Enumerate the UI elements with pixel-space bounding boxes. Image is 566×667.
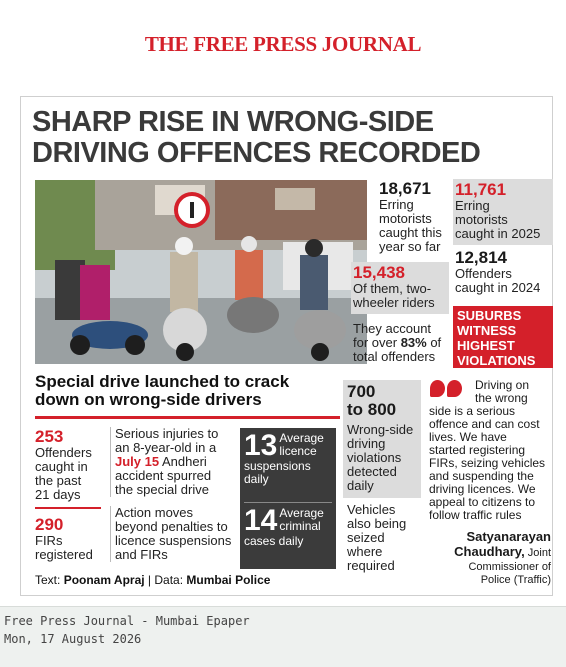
- stat-criminal-value: 14: [244, 504, 278, 537]
- stat-caught-2024-label-2: caught in 2024: [455, 280, 541, 295]
- stat-offenders-21-days-label-1: Offenders: [35, 445, 92, 460]
- stat-daily-violations-label-2: driving: [347, 436, 386, 451]
- quote-line-9: driving licences. We: [429, 482, 536, 496]
- stat-offenders-21-days-value: 253: [35, 427, 64, 446]
- stat-licence-label-4: daily: [244, 472, 269, 486]
- headline-line-1: SHARP RISE IN WRONG-SIDE: [32, 106, 434, 138]
- injury-place: Andheri: [159, 454, 207, 469]
- red-rule-short: [35, 507, 101, 509]
- suburbs-callout-1: SUBURBS: [457, 308, 522, 323]
- stat-caught-this-year-value: 18,671: [379, 179, 431, 198]
- stat-licence-label-3: suspensions: [244, 459, 311, 473]
- quote-line-3: side is a serious: [429, 404, 516, 418]
- stat-offenders-21-days: [35, 428, 105, 502]
- stat-share-prefix: for over: [353, 335, 401, 350]
- suburbs-callout-3: HIGHEST: [457, 338, 515, 353]
- headline: [32, 107, 547, 169]
- stat-caught-this-year-label-3: caught this: [379, 225, 442, 240]
- stat-offenders-21-days-label-2: caught in: [35, 459, 88, 474]
- stat-daily-violations-value-1: 700: [347, 382, 376, 401]
- stat-caught-2024-label-1: Offenders: [455, 266, 512, 281]
- stat-licence-row: [244, 429, 332, 462]
- stat-two-wheeler-value: 15,438: [353, 263, 405, 282]
- stat-criminal-label-1: Average: [279, 506, 324, 520]
- suburbs-callout-4: VIOLATIONS: [457, 353, 536, 368]
- quote-role-c: Police (Traffic): [480, 574, 551, 586]
- vehicles-seized-3: seized: [347, 530, 385, 545]
- quote-line-10: appeal to citizens to: [429, 495, 536, 509]
- stat-firs-label-2: registered: [35, 547, 93, 562]
- quote-line-2: the wrong: [475, 391, 528, 405]
- stat-criminal-label-2: criminal: [279, 519, 321, 533]
- special-drive-heading-2: down on wrong-side drivers: [35, 390, 262, 409]
- credit-line: [35, 573, 270, 587]
- vehicles-seized-4: where: [347, 544, 383, 559]
- stat-firs-label-1: FIRs: [35, 533, 63, 548]
- special-drive-heading: [35, 373, 355, 409]
- stat-caught-2025-label-3: caught in 2025: [455, 226, 541, 241]
- vehicles-seized-note: [347, 503, 423, 573]
- stat-caught-2024-value: 12,814: [455, 248, 507, 267]
- credit-data-source: Mumbai Police: [186, 573, 271, 587]
- injury-note-1: Serious injuries to: [115, 426, 219, 441]
- stat-licence-value: 13: [244, 429, 278, 462]
- red-rule: [35, 416, 340, 419]
- infographic-card: [20, 96, 553, 596]
- quote-line-1: Driving on: [475, 378, 530, 392]
- quote-name-2: Chaudhary,: [454, 544, 525, 559]
- credit-separator: | Data:: [144, 573, 187, 587]
- traffic-photo-illustration: [35, 180, 367, 364]
- action-note-2: beyond penalties to: [115, 519, 228, 534]
- injury-date: July 15: [115, 454, 160, 469]
- quote-line-5: lives. We have: [429, 430, 507, 444]
- stat-daily-violations-label-4: detected: [347, 464, 397, 479]
- quote-role-b: Commissioner of: [468, 561, 551, 573]
- stat-share-label-3: total offenders: [353, 349, 436, 364]
- vehicles-seized-2: also being: [347, 516, 407, 531]
- injury-note-4: accident spurred: [115, 468, 212, 483]
- quote-line-7: FIRs, seizing vehicles: [429, 456, 546, 470]
- stat-caught-2025-value: 11,761: [455, 180, 507, 199]
- injury-note: [110, 427, 240, 497]
- epaper-footer: [0, 606, 566, 667]
- stat-offenders-21-days-label-3: the past: [35, 473, 82, 488]
- quote-line-4: offence and can cost: [429, 417, 540, 431]
- stat-two-wheeler-label-1: Of them, two-: [353, 281, 432, 296]
- stat-share-suffix: of: [426, 335, 442, 350]
- suburbs-callout-2: WITNESS: [457, 323, 517, 338]
- injury-note-2: an 8-year-old in a: [115, 440, 217, 455]
- footer-date: Mon, 17 August 2026: [4, 632, 142, 646]
- stat-offenders-21-days-label-4: 21 days: [35, 487, 81, 502]
- stat-criminal-top: [279, 507, 323, 533]
- quote-line-8: and suspending the: [429, 469, 534, 483]
- vehicles-seized-1: Vehicles: [347, 502, 396, 517]
- masthead: THE FREE PRESS JOURNAL: [144, 32, 422, 56]
- action-note: [110, 506, 240, 562]
- injury-note-3: [115, 455, 240, 469]
- stat-daily-violations-label-3: violations: [347, 450, 402, 465]
- stat-share: [353, 322, 453, 364]
- traffic-photo: [35, 180, 367, 364]
- stat-caught-2025-label-1: Erring: [455, 198, 490, 213]
- action-note-4: and FIRs: [115, 547, 168, 562]
- stat-daily-violations-value-2: to 800: [347, 400, 397, 419]
- stat-licence-label-2: licence: [279, 444, 317, 458]
- stat-caught-this-year-label-2: motorists: [379, 211, 432, 226]
- stat-criminal-row: [244, 504, 332, 537]
- dark-stats-panel: [240, 428, 336, 569]
- action-note-1: Action moves: [115, 505, 194, 520]
- stat-caught-2024: [455, 249, 553, 295]
- action-note-3: licence suspensions: [115, 533, 232, 548]
- stat-firs-value: 290: [35, 515, 64, 534]
- quote-name-line-2: [433, 544, 551, 561]
- stat-caught-this-year-label-4: year so far: [379, 239, 441, 254]
- suburbs-callout: [453, 306, 553, 368]
- quote-line-6: started registering: [429, 443, 526, 457]
- quote-attribution: [433, 529, 551, 587]
- stat-daily-violations-label-1: Wrong-side: [347, 422, 414, 437]
- quote-line-11: follow traffic rules: [429, 508, 522, 522]
- injury-note-5: the special drive: [115, 482, 209, 497]
- stat-caught-2025: [453, 179, 553, 245]
- headline-line-2: DRIVING OFFENCES RECORDED: [32, 137, 481, 169]
- stat-daily-violations: [343, 380, 421, 498]
- stat-share-percent: 83%: [400, 335, 427, 350]
- stat-daily-violations-label-5: daily: [347, 478, 374, 493]
- stat-caught-this-year-label-1: Erring: [379, 197, 414, 212]
- stat-licence-label-1: Average: [279, 431, 324, 445]
- stat-share-label-2: [353, 336, 453, 350]
- stat-two-wheeler-label-2: wheeler riders: [353, 295, 435, 310]
- stat-caught-2025-label-2: motorists: [455, 212, 508, 227]
- stat-licence-suspensions: [244, 429, 332, 502]
- stat-criminal-label-3: cases daily: [244, 534, 304, 548]
- stat-licence-top: [279, 432, 323, 458]
- special-drive-heading-1: Special drive launched to crack: [35, 372, 290, 391]
- quote-name-1: Satyanarayan: [466, 529, 551, 544]
- stat-caught-this-year: [379, 180, 451, 254]
- footer-source: Free Press Journal - Mumbai Epaper: [4, 614, 250, 628]
- stat-criminal-cases: [244, 502, 332, 548]
- stat-two-wheeler: [351, 262, 449, 314]
- credit-text-label: Text:: [35, 573, 64, 587]
- stat-share-label-1: They account: [353, 321, 432, 336]
- commissioner-quote: [429, 379, 551, 522]
- credit-author: Poonam Apraj: [63, 573, 145, 587]
- vehicles-seized-5: required: [347, 558, 395, 573]
- stat-firs: [35, 516, 105, 562]
- quote-role-a: Joint: [524, 547, 551, 559]
